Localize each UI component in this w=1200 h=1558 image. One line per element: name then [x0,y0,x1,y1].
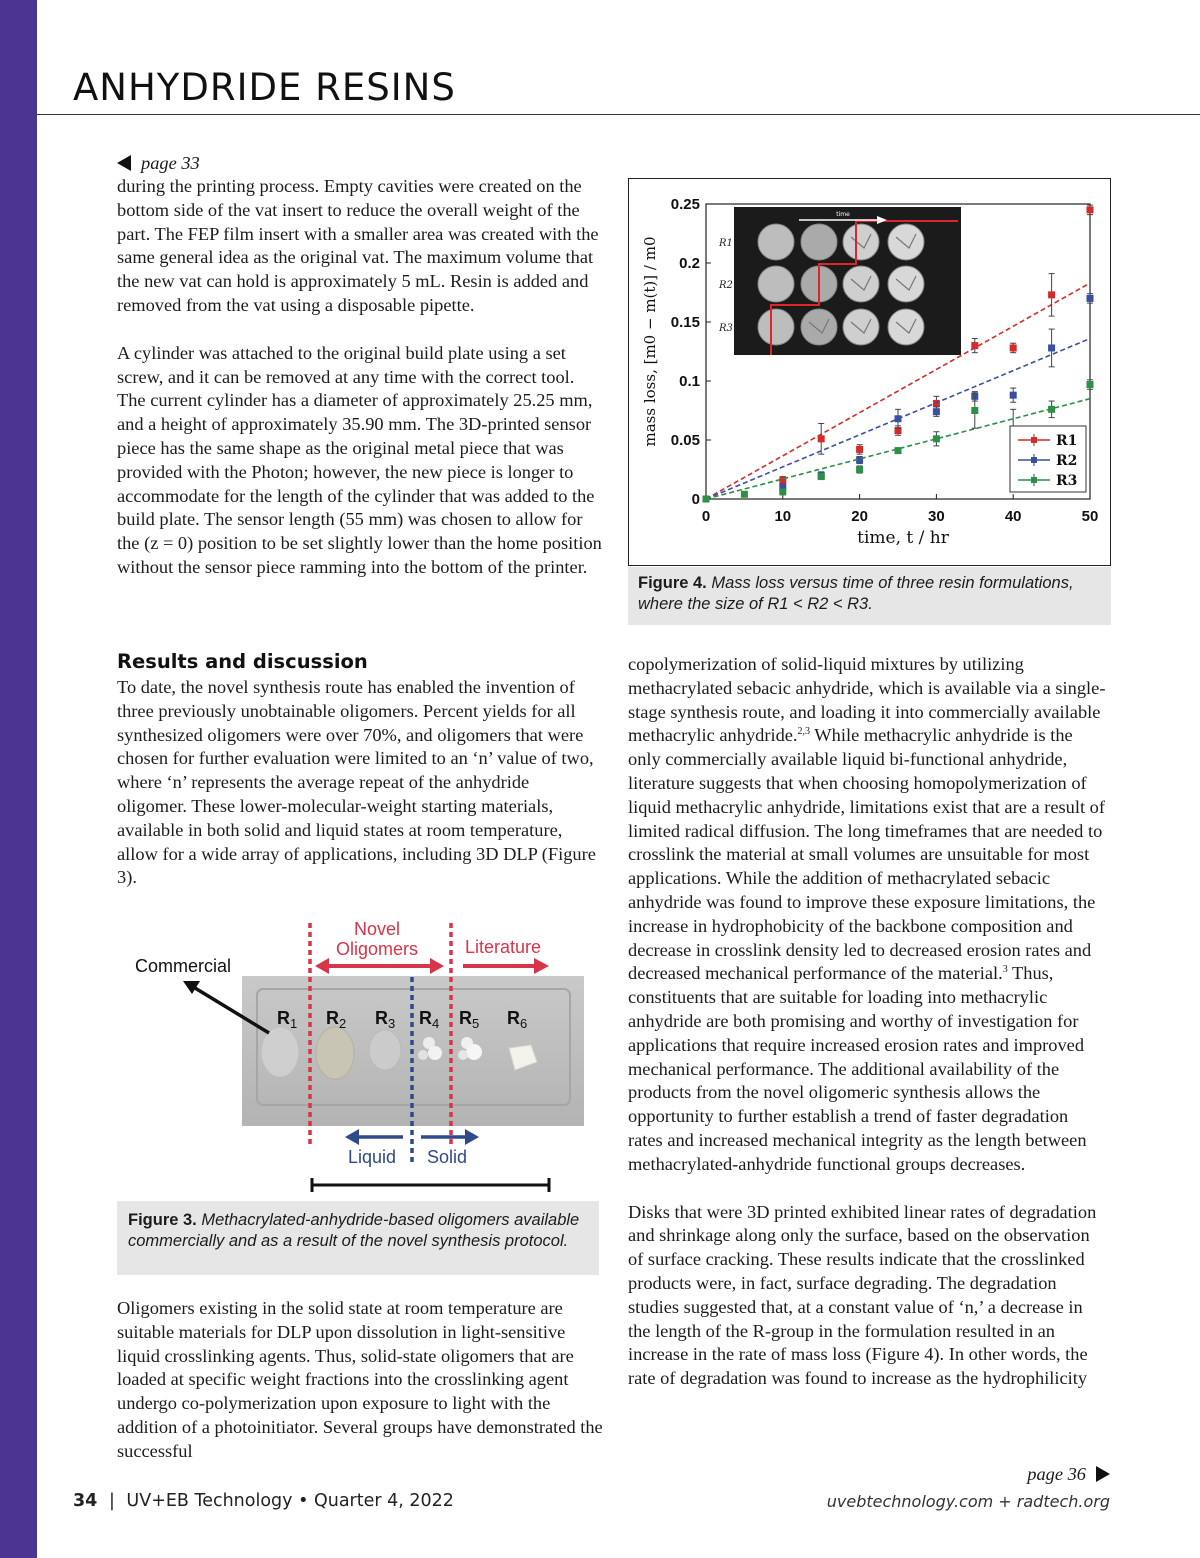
data-point [933,408,940,415]
x-tick-label: 50 [1081,508,1099,525]
left-column-bottom [117,1297,603,1464]
x-axis-label: time, t / hr [857,528,949,548]
label-liquid: Liquid [347,1147,397,1167]
data-point [1087,295,1094,302]
footer-publication [73,1491,454,1511]
data-point [856,446,863,453]
data-point [741,491,748,498]
inset-disk [801,224,837,260]
sample-sub-r4: 4 [432,1016,440,1031]
sample-sub-r6: 6 [520,1016,528,1031]
title-divider [37,114,1200,115]
left-column-top [117,175,603,580]
data-point [818,435,825,442]
label-literature: Literature [464,937,542,957]
sample-sub-r5: 5 [472,1016,480,1031]
x-tick-label: 20 [851,508,868,525]
sample-r3-disk [369,1030,401,1070]
legend-label: R3 [1056,473,1078,489]
figure-4-caption [628,567,1111,625]
data-point [856,466,863,473]
y-tick-label: 0.1 [679,373,700,390]
label-commercial: Commercial [134,956,232,976]
continued-from-link[interactable] [117,153,200,174]
paragraph: during the printing process. Empty cavities were created on the bottom side of the vat insert to reduce the overall weight of the part. The FEP film insert with a smaller area was created with the same general idea as the original vat. The maximum volume that the new vat can hold is approximately 5 mL. Resin is added and removed from the vat using a disposable pipette. [117,176,599,315]
right-column [628,653,1106,1391]
scale-bar [312,1178,549,1192]
inset-disk [758,266,794,302]
figure-3-caption [117,1201,599,1275]
sidebar-color-strip [0,0,37,1558]
x-tick-label: 0 [701,508,711,525]
inset-disk [888,266,924,302]
inset-time-label: time [836,211,850,218]
data-point [1010,392,1017,399]
publication-name: UV+EB Technology • Quarter 4, 2022 [126,1491,454,1511]
label-novel-line2: Oligomers [335,939,419,959]
inset-disk [888,309,924,345]
paragraph-part: copolymerization of solid-liquid mixtures by utilizing methacrylated sebacic anhydride, which is available via a single-stage synthesis route, and loading it into commercially available methacrylic anhydride. [628,654,1106,746]
continued-to-label: page 36 [1027,1464,1086,1484]
y-tick-label: 0.2 [679,255,700,272]
citation: 2,3 [797,726,811,738]
chart-legend [1010,426,1086,492]
x-tick-label: 40 [1004,508,1022,525]
x-tick-label: 10 [774,508,792,525]
y-tick-label: 0 [691,491,700,508]
paragraph: To date, the novel synthesis route has enabled the invention of three previously unobtainable oligomers. Percent yields for all synthesized oligomers were over 70%, and oligomers that were chosen for further evaluation were limited to an ‘n’ value of two, where ‘n’ represents the average repeat of the anhydride oligomer. These lower-molecular-weight starting materials, available in both solid and liquid states at room temperature, allow for a wide array of applications, including 3D DLP (Figure 3). [117,677,596,888]
arrow-left-icon [117,155,131,171]
data-point [1048,406,1055,413]
inset-disk [843,266,879,302]
citation: 3 [1002,964,1008,976]
legend-marker [1031,477,1037,483]
data-point [1048,344,1055,351]
inset-disk [758,224,794,260]
inset-disk [843,224,879,260]
sample-label-r6: R [507,1008,520,1028]
inset-row-label: R1 [719,238,733,249]
data-point [1087,206,1094,213]
continued-to-link[interactable] [1027,1464,1110,1485]
continued-from-label: page 33 [141,153,200,173]
y-tick-label: 0.15 [670,314,700,331]
inset-row-label: R2 [719,280,733,291]
sample-sub-r3: 3 [388,1016,396,1031]
arrow-literature-icon [463,958,549,974]
caption-label: Figure 3. [128,1211,197,1229]
results-heading: Results and discussion [117,650,368,673]
y-tick-label: 0.25 [670,196,700,213]
inset-disk [758,309,794,345]
sample-sub-r1: 1 [290,1016,298,1031]
legend-marker [1031,457,1037,463]
footer-websites: uvebtechnology.com + radtech.org [826,1492,1110,1511]
figure-4-frame [628,178,1111,566]
left-column-middle [117,676,603,890]
inset-row-label: R3 [719,323,733,334]
legend-label: R2 [1056,453,1078,469]
label-solid: Solid [426,1147,468,1167]
arrow-novel-range-icon [315,958,444,974]
y-tick-label: 0.05 [670,432,700,449]
inset-disk [843,309,879,345]
footer-separator: | [108,1491,115,1511]
sample-label-r5: R [459,1008,472,1028]
data-point [971,407,978,414]
legend-label: R1 [1056,433,1078,449]
inset-photo [718,207,961,355]
section-title: ANHYDRIDE RESINS [73,66,456,109]
data-point [895,415,902,422]
arrow-liquid-icon [345,1129,403,1145]
data-point [895,447,902,454]
arrow-right-icon [1096,1466,1110,1482]
caption-label: Figure 4. [638,574,707,592]
data-point [1048,291,1055,298]
paragraph: Disks that were 3D printed exhibited linear rates of degradation and shrinkage along only the surface, based on the observation of surface cracking. These results indicate that the crosslinked products were, in fact, surface degrading. The degradation studies suggested that, at a constant value of ‘n,’ a decrease in the length of the R-group in the formulation resulted in an increase in the rate of mass loss (Figure 4). In other words, the rate of degradation was found to increase as the hydrophilicity [628,1201,1097,1389]
mass-loss-chart [629,179,1110,565]
y-axis-label: mass loss, [m0 − m(t)] / m0 [641,236,659,447]
sample-label-r4: R [419,1008,432,1028]
sample-label-r2: R [326,1008,339,1028]
inset-disk [801,309,837,345]
data-point [1087,381,1094,388]
paragraph-part: While methacrylic anhydride is the only commercially available liquid bi-functional anhydride, literature suggests that when choosing homopolymerization of liquid methacrylic anhydride, limitations exist that are a result of limited radical diffusion. The long timeframes that are needed to crosslink the material at small volumes are unsuitable for most applications. While the addition of methacrylated sebacic anhydride was found to improve these exposure limitations, the increase in hydrophobicity of the backbone composition and decrease in crosslink density led to decreased erosion rates and decreased mechanical performance of the material. [628,725,1105,984]
data-point [1010,344,1017,351]
caption-text: Mass loss versus time of three resin formulations, where the size of R1 < R2 < R3. [638,574,1074,613]
sample-label-r3: R [375,1008,388,1028]
data-point [971,342,978,349]
data-point [703,496,710,503]
paragraph: Oligomers existing in the solid state at room temperature are suitable materials for DLP upon dissolution in light-sensitive liquid crosslinking agents. Thus, solid-state oligomers that are loaded at specific weight fractions into the crosslinking agent undergo co-polymerization upon exposure to light with the addition of a photoinitiator. Several groups have demonstrated the successful [117,1298,603,1461]
legend-marker [1031,437,1037,443]
sample-r1-disk [261,1027,299,1077]
data-point [818,473,825,480]
data-point [933,435,940,442]
caption-text: Methacrylated-anhydride-based oligomers available commercially and as a result of the novel synthesis protocol. [128,1211,580,1250]
paragraph [628,653,1106,1177]
figure-3-image [117,915,599,1200]
sample-label-r1: R [277,1008,290,1028]
sample-r2-disk [316,1027,354,1079]
page-number: 34 [73,1491,98,1511]
paragraph: A cylinder was attached to the original build plate using a set screw, and it can be removed at any time with the correct tool. The current cylinder has a diameter of approximately 25.25 mm, and a height of approximately 35.90 mm. The 3D-printed sensor piece has the same shape as the original metal piece that was provided with the Photon; however, the new piece is longer to accommodate for the length of the cylinder that was added to the build plate. The sensor length (55 mm) was chosen to allow for the (z = 0) position to be set slightly lower than the home position without the sensor piece ramming into the bottom of the printer. [117,342,602,577]
x-tick-label: 30 [928,508,945,525]
inset-disk [888,224,924,260]
label-novel-line1: Novel [353,919,401,939]
data-point [779,488,786,495]
paragraph-part: Thus, constituents that are suitable for loading into methacrylic anhydride are both promising and worthy of investigation for applications that require increased erosion rates and improved mechanical performance. The additional availability of the products from the novel oligomeric synthesis allows the opportunity to further establish a trend of faster degradation rates and increased mechanical integrity as the length between methacrylated-anhydride functional groups decreases. [628,963,1087,1174]
sample-sub-r2: 2 [339,1016,347,1031]
